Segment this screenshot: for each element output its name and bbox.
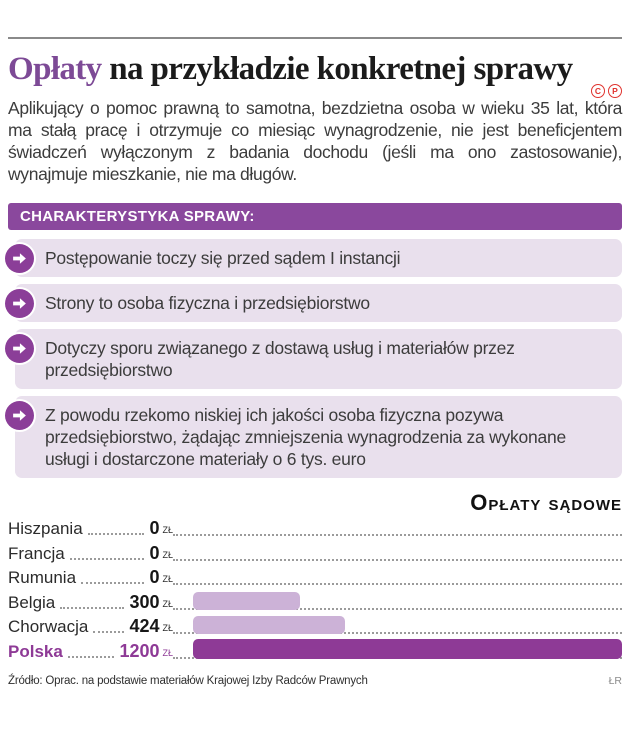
fee-value: 0 bbox=[149, 518, 160, 538]
case-item-text: Dotyczy sporu związanego z dostawą usług i materiałów przez przedsiębiorstwo bbox=[15, 329, 622, 389]
fee-unit: zł bbox=[162, 619, 173, 634]
dotted-leader bbox=[68, 656, 115, 658]
chart-bar bbox=[193, 616, 345, 634]
footer bbox=[8, 675, 622, 687]
court-fees-chart bbox=[8, 490, 622, 663]
fee-unit: zł bbox=[162, 570, 173, 585]
arrow-right-icon bbox=[5, 401, 34, 430]
chart-row bbox=[8, 589, 622, 614]
intro-paragraph: Aplikujący o pomoc prawną to samotna, bezdzietna osoba w wieku 35 lat, która ma stałą pracę i otrzymuje co miesiąc wynagrodzenie, nie jest beneficjentem świadczeń wyłączonym z badania dochodu (jeśli ma ono zastosowanie), wynajmuje mieszkanie, nie ma długów. bbox=[8, 98, 622, 184]
chart-bar bbox=[193, 592, 300, 610]
case-section-heading: CHARAKTERYSTYKA SPRAWY: bbox=[8, 203, 622, 230]
chart-title: Opłaty sądowe bbox=[470, 489, 622, 515]
chart-bar bbox=[193, 639, 622, 659]
chart-bar-zone bbox=[173, 565, 622, 590]
dotted-leader bbox=[81, 582, 144, 584]
source-note: Źródło: Oprac. na podstawie materiałów Krajowej Izby Radców Prawnych bbox=[8, 674, 368, 687]
case-item bbox=[8, 329, 622, 389]
fee-unit: zł bbox=[162, 643, 173, 659]
chart-row-label-zone bbox=[8, 516, 173, 541]
chart-row-label-zone bbox=[8, 565, 173, 590]
chart-bar-zone bbox=[173, 614, 622, 639]
case-item bbox=[8, 284, 622, 322]
country-label: Polska bbox=[8, 641, 63, 661]
chart-row-label-zone bbox=[8, 589, 173, 614]
arrow-right-icon bbox=[5, 244, 34, 273]
chart-row bbox=[8, 614, 622, 639]
country-label: Belgia bbox=[8, 592, 56, 612]
top-divider bbox=[8, 37, 622, 39]
chart-row-label-zone bbox=[8, 638, 173, 663]
chart-row-label-zone bbox=[8, 614, 173, 639]
author-initials: ŁR bbox=[608, 674, 622, 687]
chart-row bbox=[8, 516, 622, 541]
country-label: Hiszpania bbox=[8, 519, 83, 538]
chart-row-label-zone bbox=[8, 540, 173, 565]
chart-bar-zone bbox=[173, 638, 622, 663]
fee-value: 300 bbox=[129, 591, 160, 612]
dotted-leader bbox=[70, 558, 145, 560]
dotted-leader bbox=[88, 533, 145, 535]
fee-unit: zł bbox=[162, 521, 173, 536]
arrow-right-icon bbox=[5, 289, 34, 318]
copyright-badges bbox=[591, 84, 622, 98]
fee-value: 1200 bbox=[119, 640, 160, 661]
dotted-leader bbox=[60, 607, 124, 609]
case-items-list bbox=[8, 239, 622, 478]
arrow-right-icon bbox=[5, 334, 34, 363]
chart-bar-zone bbox=[173, 589, 622, 614]
case-item-text: Strony to osoba fizyczna i przedsiębiorstwo bbox=[15, 284, 622, 322]
fee-unit: zł bbox=[162, 594, 173, 610]
country-label: Francja bbox=[8, 543, 65, 563]
chart-bar-zone bbox=[173, 540, 622, 565]
chart-row bbox=[8, 540, 622, 565]
copyright-c-icon: C bbox=[591, 84, 605, 98]
case-item bbox=[8, 239, 622, 277]
fee-unit: zł bbox=[162, 545, 173, 561]
page-title-accent: Opłaty bbox=[8, 51, 102, 87]
page-title bbox=[8, 50, 622, 88]
case-item-text: Postępowanie toczy się przed sądem I instancji bbox=[15, 239, 622, 277]
copyright-p-icon: P bbox=[608, 84, 622, 98]
dotted-leader bbox=[93, 631, 124, 633]
chart-bar-zone bbox=[173, 516, 622, 541]
infographic-page bbox=[0, 37, 630, 687]
case-item-text: Z powodu rzekomo niskiej ich jakości osoba fizyczna pozywa przedsiębiorstwo, żądając zmniejszenia wynagrodzenia za wykonane usługi i dostarczone materiały o 6 tys. euro bbox=[15, 396, 622, 478]
chart-row bbox=[8, 565, 622, 590]
case-item bbox=[8, 396, 622, 478]
fee-value: 0 bbox=[149, 542, 160, 563]
country-label: Chorwacja bbox=[8, 617, 89, 636]
chart-row bbox=[8, 638, 622, 663]
fee-value: 424 bbox=[129, 616, 160, 636]
page-title-rest: na przykładzie konkretnej sprawy bbox=[101, 51, 573, 87]
chart-rows bbox=[8, 516, 622, 663]
country-label: Rumunia bbox=[8, 568, 77, 587]
fee-value: 0 bbox=[149, 567, 160, 587]
